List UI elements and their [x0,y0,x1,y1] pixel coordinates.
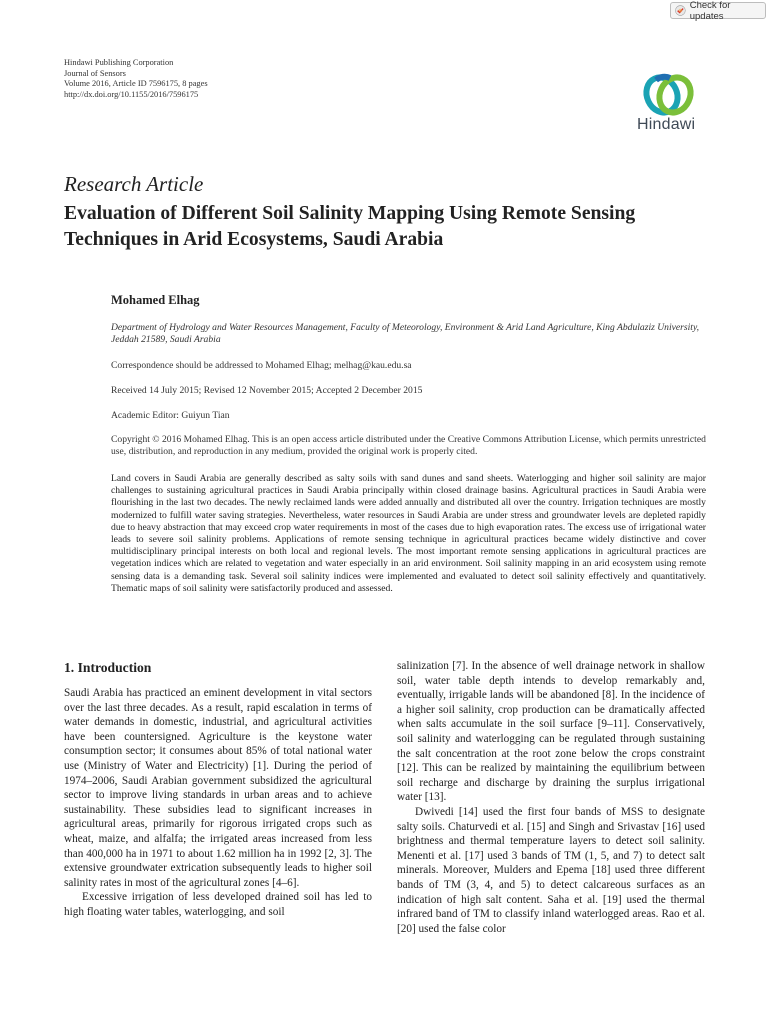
section-heading-introduction: 1. Introduction [64,660,152,675]
hindawi-wordmark: Hindawi [637,116,696,133]
author-name: Mohamed Elhag [111,293,200,307]
article-dates: Received 14 July 2015; Revised 12 November 2015; Accepted 2 December 2015 [111,385,423,396]
body-paragraph: salinization [7]. In the absence of well drainage network in shallow soil, water table depth intends to develop remarkably and, eventually, irrigable lands will be abandoned [8]. In the incidence of a higher soil salinity, crop production can be dramatically affected when salts accumulate in the soil surface [9–11]. Conservatively, soil salinity and waterlogging can be regulated through sustaining the salt concentration at the root zone below the crops constraint [12]. This can be realized by maintaining the equilibrium between soil recharge and discharge by draining the surplus irrigational water [13]. [397,660,705,804]
publisher-name: Hindawi Publishing Corporation [64,58,174,67]
correspondence-line: Correspondence should be addressed to Mohamed Elhag; melhag@kau.edu.sa [111,360,412,371]
author-affiliation: Department of Hydrology and Water Resources Management, Faculty of Meteorology, Environment & Arid Land Agriculture, King Abdulaziz University, Jeddah 21589, Saudi Arabia [111,322,700,346]
check-updates-label: Check for updates [689,0,731,22]
academic-editor: Academic Editor: Guiyun Tian [111,410,230,421]
abstract-text: Land covers in Saudi Arabia are generally described as salty soils with sand dunes and sand sheets. Waterlogging and higher soil salinity are major challenges to sustaining agricultural practices in Saudi Arabia principally within closed drainage basins. Agricultural practices in Saudi Arabia were flourishing in the last two decades. The newly reclaimed lands were added annually and distributed all over the country. Irrigation techniques are mostly modernized to fulfill water saving strategies. Nevertheless, water resources in Saudi Arabia are under stress and groundwater levels are depleted rapidly due to heavy abstraction that may exceed crop water requirements in most of the cases due to high evaporation rates. The excess use of irrigational water leads to severe soil salinity problems. Applications of remote sensing technique in agricultural practices became widely distinctive and cover multidisciplinary principal interests on both local and regional levels. The most important remote sensing applications in agricultural practices are vegetation indices which are related to vegetation and water especially in an arid environment. Soil salinity mapping in an arid ecosystem using remote sensing data is a demanding task. Several soil salinity indices were implemented and evaluated to detect soil salinity effectively and quantitatively. Thematic maps of soil salinity were satisfactorily produced and assessed. [111,473,706,594]
volume-info: Volume 2016, Article ID 7596175, 8 pages [64,79,208,88]
body-paragraph: Excessive irrigation of less developed drained soil has led to high floating water tables, waterlogging, and soil [64,891,372,918]
check-updates-icon [675,5,686,16]
doi-link[interactable]: http://dx.doi.org/10.1155/2016/7596175 [64,89,199,99]
article-title: Evaluation of Different Soil Salinity Mapping Using Remote Sensing Techniques in Arid Ecosystems, Saudi Arabia [64,203,636,250]
body-paragraph: Saudi Arabia has practiced an eminent development in vital sectors over the last three decades. As a result, rapid escalation in terms of water demands in domestic, industrial, and agricultural activities have been countersigned. Agriculture is the keystone water consumption sector; it consumes about 85% of total national water use (Ministry of Water and Electricity) [1]. During the period of 1974–2006, Saudi Arabian government subsidized the agricultural sector to improve living standards in urban areas and to achieve sustainability. These subsidies lead to significant increases in agricultural areas, primarily for rigorous irrigated crops such as wheat, maize, and alfalfa; the irrigated areas increased from less than 400,000 ha in 1971 to about 1.62 million ha in 1992 [2, 3]. The extensive groundwater extrication subsequently leads to higher soil salinity rates in most of the agricultural zones [4–6]. [64,687,372,889]
journal-masthead [64,58,208,100]
left-column [64,659,372,920]
right-column [397,659,705,936]
body-paragraph: Dwivedi [14] used the first four bands of MSS to designate salty soils. Chaturvedi et al. [15] and Singh and Srivastav [16] used brightness and thermal temperature layers to detect soil salinity. Menenti et al. [17] used 3 bands of TM (1, 5, and 7) to detect salt minerals. Moreover, Mulders and Epema [18] used three different bands of TM (3, 4, and 5) to detect calcareous surfaces as an indication of high salt content. Saha et al. [19] used the thermal infrared band of TM to classify inland waterlogged areas. Rao et al. [20] used the false color [397,805,705,935]
article-type: Research Article [64,172,204,196]
journal-name: Journal of Sensors [64,68,126,78]
copyright-notice: Copyright © 2016 Mohamed Elhag. This is an open access article distributed under the Creative Commons Attribution License, which permits unrestricted use, distribution, and reproduction in any medium, provided the original work is properly cited. [111,434,706,458]
check-for-updates-button[interactable] [670,0,766,22]
